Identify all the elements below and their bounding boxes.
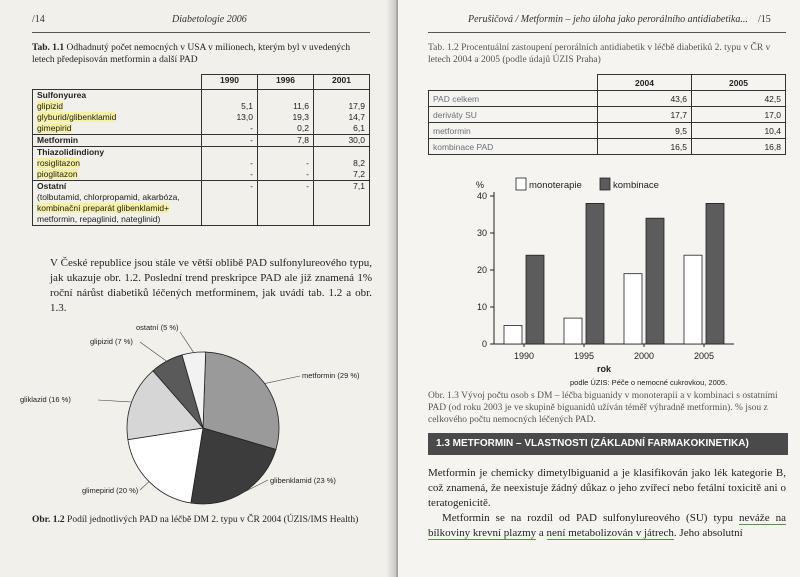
- table-1-2-row: [429, 123, 786, 139]
- table-1-1-cell: [314, 90, 370, 102]
- bar-monoterapie: [624, 274, 642, 344]
- table-1-2-cell-2004: 16,5: [598, 139, 692, 155]
- table-1-1-cell: [314, 147, 370, 159]
- right-header-rule: [428, 32, 786, 33]
- table-1-1-cell: [202, 90, 258, 102]
- section-heading: 1.3 METFORMIN – VLASTNOSTI (ZÁKLADNÍ FARMAKOKINETIKA): [428, 433, 788, 455]
- table-1-1-group-name: Ostatní: [33, 181, 202, 193]
- table-1-1-cell: [314, 192, 370, 203]
- table-1-1-row: [33, 214, 370, 226]
- table-1-1-caption: [32, 42, 372, 66]
- y-tick-label: 40: [476, 191, 487, 201]
- table-1-1-header-cell: 1996: [258, 75, 314, 90]
- table-1-2-row: [429, 91, 786, 107]
- table-1-1-cell: 7,8: [258, 135, 314, 147]
- y-tick-label: 20: [476, 265, 487, 275]
- y-tick-label: 30: [476, 228, 487, 238]
- table-1-1-row: [33, 169, 370, 181]
- pie-slice-label: ostatní (5 %): [136, 323, 179, 332]
- table-1-1-header-cell: 1990: [202, 75, 258, 90]
- table-1-2-cell-2004: 43,6: [598, 91, 692, 107]
- bar-kombinace: [526, 255, 544, 344]
- table-1-1-caption-label: Tab. 1.1: [32, 43, 65, 53]
- table-1-1-row: [33, 192, 370, 203]
- table-1-1-item-text: rosiglitazon: [37, 158, 80, 168]
- table-1-2-header-cell: 2004: [598, 75, 692, 91]
- table-1-1-cell: 13,0: [202, 112, 258, 123]
- table-1-1-cell: 5,1: [202, 101, 258, 112]
- table-1-1-row: [33, 123, 370, 135]
- figure-1-3-caption-text: Vývoj počtu osob s DM – léčba biguanidy v monoterapii a v kombinaci s ostatními PAD (od roku 2003 je ve skupině biguanidů užíván téměř výhradně metformin). % jsou z celkového počtu nemocných léčených PAD.: [428, 391, 778, 425]
- table-1-2: [428, 74, 786, 155]
- table-1-2-cell-2005: 17,0: [692, 107, 786, 123]
- table-1-1-group-name: Sulfonyurea: [33, 90, 202, 102]
- table-1-1-item-text: metformin, repaglinid, nateglinid): [37, 214, 161, 224]
- table-1-1-cell: [314, 214, 370, 226]
- table-1-2-row-label: metformin: [429, 123, 598, 139]
- para2-text-b: a: [536, 527, 547, 539]
- pie-slice-label: glipizid (7 %): [90, 337, 133, 346]
- bar-kombinace: [706, 203, 724, 344]
- table-1-1-header-row: [33, 75, 370, 90]
- left-page-number: /14: [32, 14, 45, 25]
- bar-kombinace: [586, 203, 604, 344]
- pie-slice-label: glimepirid (20 %): [82, 486, 139, 495]
- legend-label: kombinace: [613, 180, 659, 191]
- x-axis-label: rok: [596, 364, 612, 374]
- figure-1-2-caption-label: Obr. 1.2: [32, 515, 65, 525]
- table-1-1-group-row: [33, 147, 370, 159]
- table-1-1: [32, 74, 370, 226]
- table-1-1-row: [33, 101, 370, 112]
- table-1-1-header-cell: [33, 75, 202, 90]
- table-1-1-item: [33, 169, 202, 181]
- table-1-1-cell: 11,6: [258, 101, 314, 112]
- table-1-1-header-cell: 2001: [314, 75, 370, 90]
- table-1-1-cell: 30,0: [314, 135, 370, 147]
- table-1-1-cell: -: [202, 135, 258, 147]
- table-1-2-caption: [428, 42, 786, 66]
- left-header-rule: [32, 32, 370, 33]
- table-1-1-cell: [202, 192, 258, 203]
- bar-chart: [458, 176, 758, 386]
- legend-swatch: [516, 178, 526, 190]
- table-1-1-cell: [258, 147, 314, 159]
- x-tick-label: 1995: [573, 351, 595, 361]
- y-axis-label: %: [475, 180, 485, 190]
- table-1-1-cell: -: [258, 181, 314, 193]
- pie-leader-line: [140, 482, 149, 490]
- right-page: [398, 0, 800, 577]
- table-1-2-row-label: deriváty SU: [429, 107, 598, 123]
- pie-slice-label: gliklazid (16 %): [20, 395, 71, 404]
- table-1-1-item: [33, 158, 202, 169]
- table-1-1-cell: -: [258, 169, 314, 181]
- pie-leader-line: [140, 342, 167, 361]
- table-1-2-row: [429, 139, 786, 155]
- table-1-1-cell: [202, 147, 258, 159]
- table-1-1-row: [33, 203, 370, 214]
- table-1-1-item-text: glyburid/glibenklamid: [37, 112, 117, 122]
- table-1-2-row: [429, 107, 786, 123]
- figure-1-3-caption-label: Obr. 1.3: [428, 391, 459, 401]
- table-1-2-caption-text: Procentuální zastoupení perorálních antidiabetik v léčbě diabetiků 2. typu v ČR v letech 2004 a 2005 (podle údajů ÚZIS Praha): [428, 43, 771, 65]
- table-1-1-cell: 19,3: [258, 112, 314, 123]
- table-1-1-cell: [258, 214, 314, 226]
- table-1-2-row-label: PAD celkem: [429, 91, 598, 107]
- table-1-1-item-text: kombinační preparát glibenklamid+: [37, 203, 170, 213]
- table-1-1-cell: -: [202, 169, 258, 181]
- left-running-header: Diabetologie 2006: [172, 14, 247, 25]
- bar-monoterapie: [504, 326, 522, 345]
- table-1-1-item-text: (tolbutamid, chlorpropamid, akarbóza,: [37, 192, 180, 202]
- table-1-1-item-text: glipizid: [37, 101, 63, 111]
- table-1-1-cell: 17,9: [314, 101, 370, 112]
- table-1-1-cell: 0,2: [258, 123, 314, 135]
- pie-slice-label: glibenklamid (23 %): [270, 476, 336, 485]
- table-1-1-item-text: gimepirid: [37, 123, 72, 133]
- table-1-1-cell: 7,2: [314, 169, 370, 181]
- para2-text-c: . Jeho absolutní: [673, 527, 743, 539]
- table-1-1-group-row: [33, 181, 370, 193]
- table-1-1-item: [33, 203, 202, 214]
- x-tick-label: 2005: [693, 351, 715, 361]
- table-1-1-cell: [202, 214, 258, 226]
- table-1-1-cell: [314, 203, 370, 214]
- legend-label: monoterapie: [529, 180, 582, 191]
- table-1-1-cell: [202, 203, 258, 214]
- y-tick-label: 0: [481, 339, 487, 349]
- table-1-2-header-cell: 2005: [692, 75, 786, 91]
- left-page: [0, 0, 396, 577]
- bar-monoterapie: [684, 255, 702, 344]
- table-1-1-row: [33, 112, 370, 123]
- table-1-1-cell: -: [202, 123, 258, 135]
- table-1-1-cell: -: [258, 158, 314, 169]
- figure-1-3-caption: [428, 390, 786, 426]
- figure-1-2-caption: [32, 514, 372, 526]
- figure-1-2-caption-text: Podíl jednotlivých PAD na léčbě DM 2. typu v ČR 2004 (ÚZIS/IMS Health): [64, 515, 359, 525]
- table-1-1-group-row: [33, 135, 370, 147]
- pie-leader-line: [180, 332, 194, 353]
- table-1-2-caption-label: Tab. 1.2: [428, 43, 459, 53]
- table-1-1-group-name: Thiazolidindiony: [33, 147, 202, 159]
- table-1-2-cell-2005: 42,5: [692, 91, 786, 107]
- pie-chart: [20, 318, 380, 513]
- table-1-2-row-label: kombinace PAD: [429, 139, 598, 155]
- x-tick-label: 1990: [513, 351, 535, 361]
- table-1-2-cell-2005: 16,8: [692, 139, 786, 155]
- x-tick-label: 2000: [633, 351, 655, 361]
- left-paragraph: V České republice jsou stále ve větší oblibě PAD sulfonylureového typu, jak ukazuje obr. 1.2. Poslední trend preskripce PAD ale již znamená 1% roční nárůst diabetiků léčených metforminem, jak uvádí tab. 1.2 a obr. 1.3.: [50, 257, 372, 314]
- table-1-1-group-name: Metformin: [33, 135, 202, 147]
- table-1-2-cell-2005: 10,4: [692, 123, 786, 139]
- pie-leader-line: [98, 400, 132, 402]
- table-1-1-item: [33, 192, 202, 203]
- para2-underlined-2: není metabolizován v játrech: [546, 527, 674, 539]
- table-1-1-cell: -: [202, 181, 258, 193]
- table-1-1-item: [33, 101, 202, 112]
- table-1-1-cell: 6,1: [314, 123, 370, 135]
- pie-slice: [128, 428, 203, 503]
- table-1-1-cell: [258, 192, 314, 203]
- y-tick-label: 10: [476, 302, 487, 312]
- bar-kombinace: [646, 218, 664, 344]
- pie-slice-label: metformin (29 %): [302, 371, 360, 380]
- bar-monoterapie: [564, 318, 582, 344]
- table-1-1-item-text: pioglitazon: [37, 169, 78, 179]
- table-1-1-group-row: [33, 90, 370, 102]
- table-1-1-caption-text: Odhadnutý počet nemocných v USA v milionech, kterým byl v uvedených letech předepisován metformin a další PAD: [32, 43, 351, 65]
- table-1-1-item: [33, 214, 202, 226]
- table-1-1-cell: 14,7: [314, 112, 370, 123]
- table-1-2-header-cell: [429, 75, 598, 91]
- table-1-1-item: [33, 112, 202, 123]
- right-page-number: /15: [758, 14, 771, 25]
- legend-swatch: [600, 178, 610, 190]
- table-1-1-row: [33, 158, 370, 169]
- table-1-1-cell: 8,2: [314, 158, 370, 169]
- pie-leader-line: [265, 376, 300, 384]
- para2-text-a: Metformin se na rozdíl od PAD sulfonylureového (SU) typu: [442, 512, 740, 524]
- table-1-1-item: [33, 123, 202, 135]
- para2-underlined-1: neváže na bílkoviny krevní plazmy: [428, 512, 786, 539]
- table-1-2-cell-2004: 17,7: [598, 107, 692, 123]
- table-1-1-cell: 7,1: [314, 181, 370, 193]
- table-1-2-cell-2004: 9,5: [598, 123, 692, 139]
- right-running-header: Perušičová / Metformin – jeho úloha jako perorálního antidiabetika...: [468, 14, 748, 25]
- table-1-1-cell: [258, 90, 314, 102]
- right-paragraph-2: [428, 511, 786, 541]
- table-1-1-cell: -: [202, 158, 258, 169]
- right-paragraph-1: Metformin je chemicky dimetylbiguanid a je klasifikován jako lék kategorie B, což znamená, že neexistuje žádný důkaz o jeho zvířecí nebo fetální toxicitě ani o teratogenicitě.: [428, 467, 786, 509]
- table-1-2-header-row: [429, 75, 786, 91]
- chart-source: podle ÚZIS: Péče o nemocné cukrovkou, 2005.: [570, 378, 728, 387]
- table-1-1-cell: [258, 203, 314, 214]
